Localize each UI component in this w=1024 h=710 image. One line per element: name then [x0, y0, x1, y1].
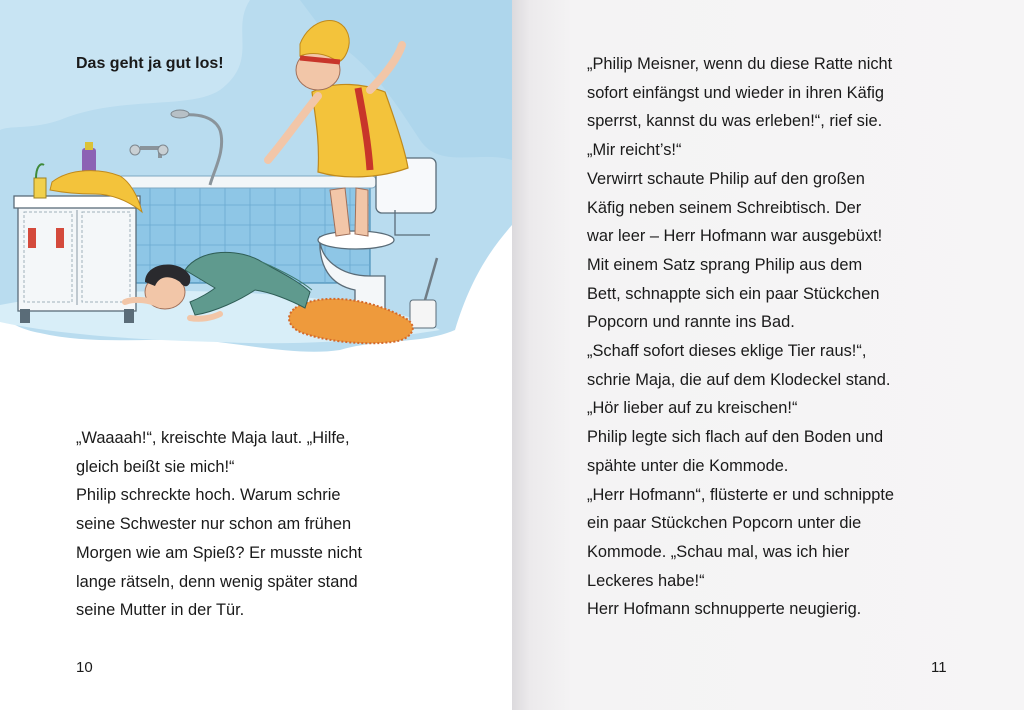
page-number-right: 11 [931, 659, 947, 676]
text-line: Popcorn und rannte ins Bad. [587, 313, 795, 332]
text-line: Käfig neben seinem Schreibtisch. Der [587, 198, 862, 217]
text-line: „Mir reicht’s!“ [587, 141, 682, 160]
text-line: „Philip Meisner, wenn du diese Ratte nicht [587, 55, 893, 73]
text-line: sperrst, kannst du was erleben!“, rief sie. [587, 112, 883, 131]
text-line: gleich beißt sie mich!“ [76, 457, 235, 476]
text-line: Philip legte sich flach auf den Boden und [587, 428, 884, 447]
text-line: „Hör lieber auf zu kreischen!“ [587, 399, 798, 418]
text-line: Bett, schnappte sich ein paar Stückchen [587, 284, 880, 303]
page-number-left: 10 [76, 659, 93, 676]
text-line: „Herr Hofmann“, flüsterte er und schnippte [587, 485, 895, 504]
text-line: Herr Hofmann schnupperte neugierig. [587, 600, 862, 619]
text-line: Verwirrt schaute Philip auf den großen [587, 169, 865, 188]
left-page-text [76, 424, 362, 625]
text-line: schrie Maja, die auf dem Klodeckel stand. [587, 370, 891, 389]
text-line: Philip schreckte hoch. Warum schrie [76, 486, 341, 505]
text-line: spähte unter die Kommode. [587, 456, 789, 475]
chapter-title: Das geht ja gut los! [76, 55, 224, 72]
text-line: ein paar Stückchen Popcorn unter die [587, 514, 862, 533]
text-line: Morgen wie am Spieß? Er musste nicht [76, 543, 363, 562]
text-line: seine Schwester nur schon am frühen [76, 515, 352, 534]
text-line: Kommode. „Schau mal, was ich hier [587, 542, 850, 561]
text-line: Leckeres habe!“ [587, 571, 705, 590]
text-line: „Schaff sofort dieses eklige Tier raus!“, [587, 342, 867, 361]
text-line: war leer – Herr Hofmann war ausgebüxt! [587, 227, 883, 246]
text-line: sofort einfängst und wieder in ihren Käfig [587, 83, 885, 102]
text-line: „Waaaah!“, kreischte Maja laut. „Hilfe, [76, 429, 350, 447]
text-line: lange rätseln, denn wenig später stand [76, 572, 358, 591]
right-page-text [587, 50, 894, 624]
text-line: Mit einem Satz sprang Philip aus dem [587, 255, 863, 274]
text-line: seine Mutter in der Tür. [76, 601, 245, 620]
